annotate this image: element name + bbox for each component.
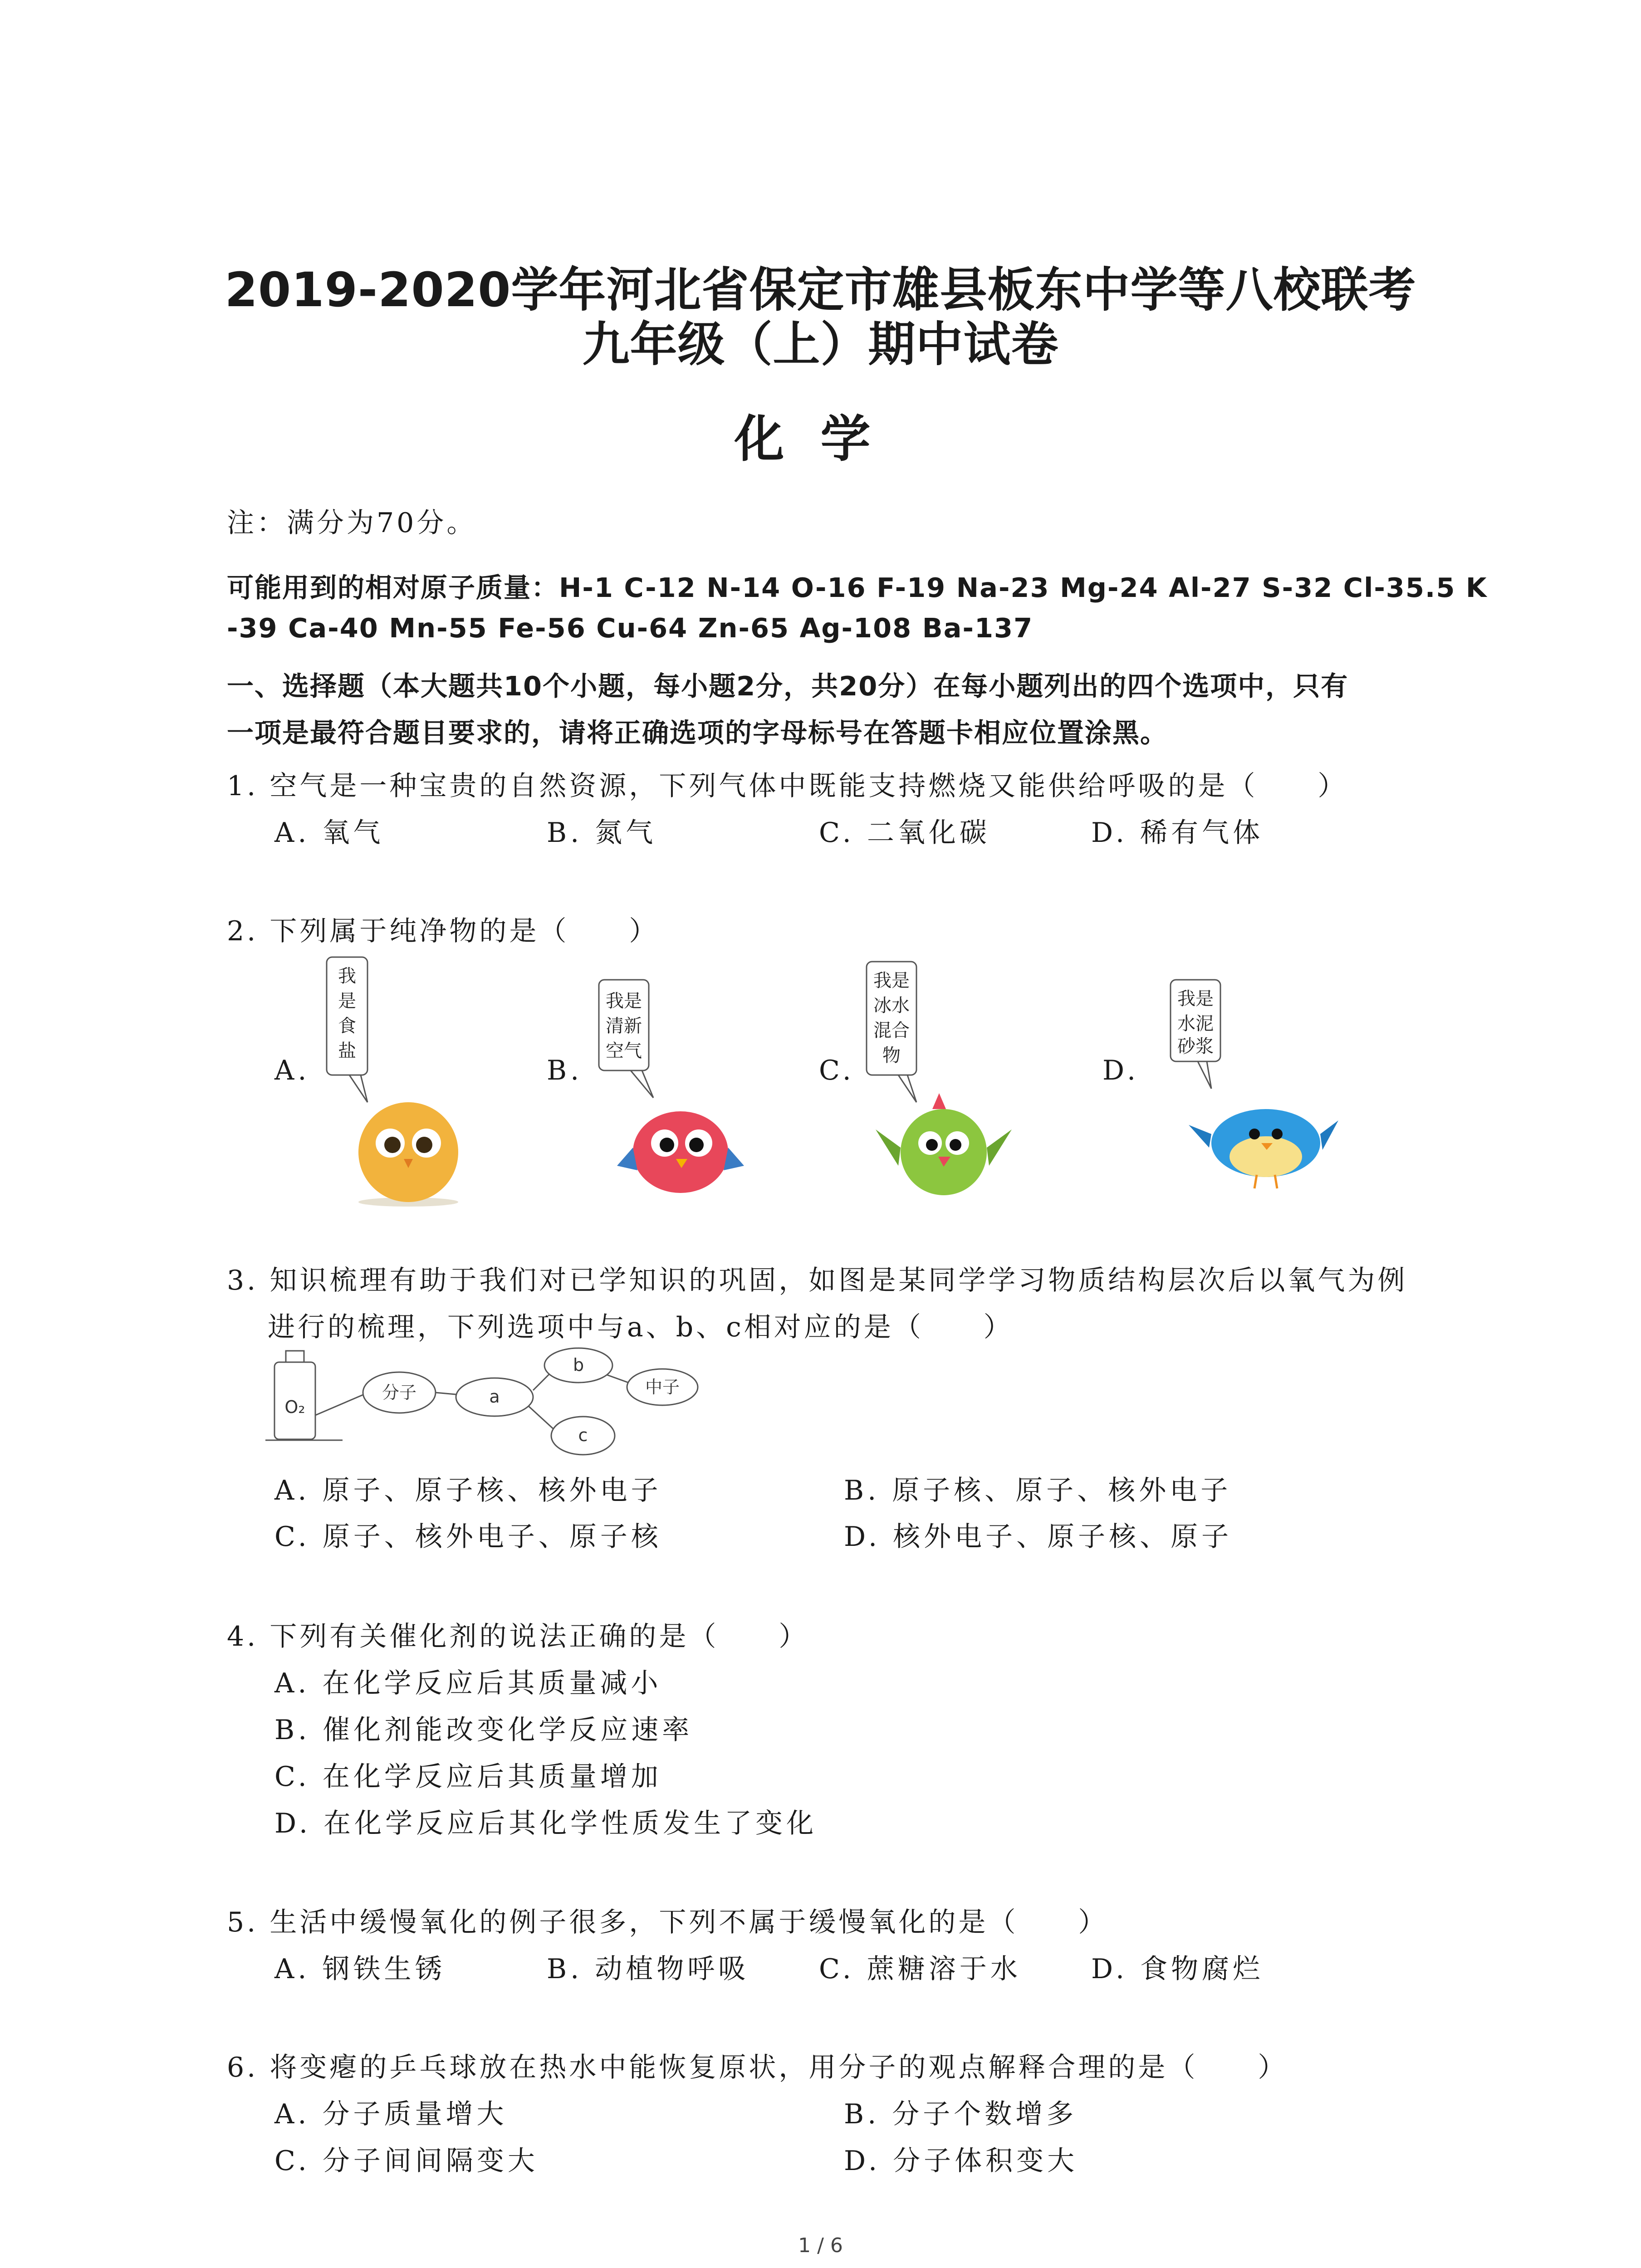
bubble-text-b3: 空气 [606,1041,642,1061]
q3-option-a: A. 原子、原子核、核外电子 [274,1475,662,1506]
q6-option-d: D. 分子体积变大 [844,2145,1078,2177]
q3-option-b: B. 原子核、原子、核外电子 [844,1475,1232,1506]
q1-option-a: A. 氧气 [274,817,384,849]
q6-option-b: B. 分子个数增多 [844,2098,1078,2130]
bubble-text-d2: 水泥 [1177,1013,1214,1034]
bubble-text-a2: 是 [338,991,356,1012]
q6-option-c: C. 分子间间隔变大 [274,2145,539,2177]
q4-option-d: D. 在化学反应后其化学性质发生了变化 [274,1808,818,1839]
q2-label-c: C. [819,1055,855,1086]
q4-option-c: C. 在化学反应后其质量增加 [274,1761,662,1793]
section-instruction-line2: 一项是最符合题目要求的，请将正确选项的字母标号在答题卡相应位置涂黑。 [227,717,1168,748]
bubble-text-b1: 我是 [606,991,642,1012]
bird-body [633,1111,728,1193]
bubble-text-b2: 清新 [606,1016,642,1036]
q3-stem-line2: 进行的梳理，下列选项中与a、b、c相对应的是（ ） [268,1311,1014,1343]
neutron-label: 中子 [645,1377,680,1397]
bubble-text-c2: 冰水 [873,995,910,1016]
bubble-text-a3: 食 [338,1016,356,1036]
q5-stem: 5. 生活中缓慢氧化的例子很多，下列不属于缓慢氧化的是（ ） [227,1906,1108,1938]
q1-option-d: D. 稀有气体 [1091,817,1264,849]
q2-label-b: B. [547,1055,583,1086]
q2-bird-a-illustration [318,953,481,1207]
q4-option-a: A. 在化学反应后其质量减小 [274,1667,662,1699]
bubble-text-a1: 我 [338,966,356,987]
subject-title: 化学 [734,410,907,468]
exam-title-line1: 2019-2020学年河北省保定市雄县板东中学等八校联考 [225,262,1416,318]
chick-body [358,1102,458,1202]
q3-structure-diagram [265,1347,746,1465]
page-number: 1 / 6 [798,2234,843,2257]
q3-option-c: C. 原子、核外电子、原子核 [274,1521,662,1553]
q3-stem-line1: 3. 知识梳理有助于我们对已学知识的巩固，如图是某同学学习物质结构层次后以氧气为例 [227,1265,1408,1296]
section-instruction-line1: 一、选择题（本大题共10个小题，每小题2分，共20分）在每小题列出的四个选项中，只有 [227,670,1349,702]
bubble-text-c1: 我是 [873,970,910,991]
score-note: 注：满分为70分。 [227,507,477,539]
parrot-body [901,1109,987,1195]
q2-bird-b-illustration [590,975,753,1202]
q5-option-c: C. 蔗糖溶于水 [819,1953,1021,1985]
q2-stem: 2. 下列属于纯净物的是（ ） [227,915,659,947]
q5-option-b: B. 动植物呼吸 [547,1953,749,1985]
bottle-label: O₂ [284,1397,305,1417]
q4-stem: 4. 下列有关催化剂的说法正确的是（ ） [227,1621,809,1652]
q6-option-a: A. 分子质量增大 [274,2098,508,2130]
q4-option-b: B. 催化剂能改变化学反应速率 [274,1714,693,1746]
atomic-mass-line1: 可能用到的相对原子质量：H-1 C-12 N-14 O-16 F-19 Na-23 Mg-24 Al-27 S-32 Cl-35.5 K [227,572,1488,603]
q3-option-d: D. 核外电子、原子核、原子 [844,1521,1233,1553]
q2-label-a: A. [274,1055,310,1086]
bubble-text-c3: 混合 [873,1020,910,1041]
bubble-text-d1: 我是 [1177,988,1214,1009]
q1-option-c: C. 二氧化碳 [819,817,990,849]
bubble-text-d3: 砂浆 [1177,1036,1214,1057]
q6-stem: 6. 将变瘪的乒乓球放在热水中能恢复原状，用分子的观点解释合理的是（ ） [227,2052,1288,2083]
q1-stem: 1. 空气是一种宝贵的自然资源，下列气体中既能支持燃烧又能供给呼吸的是（ ） [227,770,1348,802]
bubble-text-c4: 物 [882,1045,901,1066]
q5-option-a: A. 钢铁生锈 [274,1953,446,1985]
bubble-text-a4: 盐 [338,1041,356,1061]
atomic-mass-line2: -39 Ca-40 Mn-55 Fe-56 Cu-64 Zn-65 Ag-108 Ba-137 [227,612,1034,644]
node-a-label: a [489,1387,500,1407]
q5-option-d: D. 食物腐烂 [1091,1953,1264,1985]
node-b-label: b [573,1355,584,1375]
q2-bird-d-illustration [1161,975,1343,1193]
q2-label-d: D. [1102,1055,1140,1086]
q1-option-b: B. 氮气 [547,817,657,849]
molecule-label: 分子 [382,1383,417,1403]
q2-bird-c-illustration [857,957,1021,1202]
exam-title-line2: 九年级（上）期中试卷 [582,317,1059,372]
node-c-label: c [578,1425,588,1445]
